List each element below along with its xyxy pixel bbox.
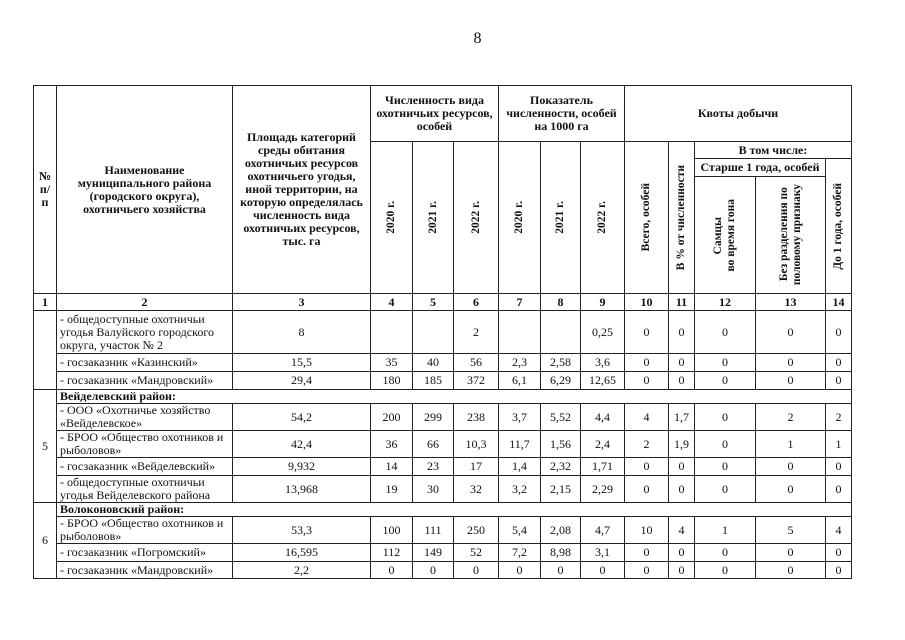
cell-pop-2021: 149 <box>413 544 454 562</box>
section-num: 5 <box>34 390 57 503</box>
cell-under1: 0 <box>826 372 852 390</box>
cell-quota-pct: 0 <box>669 562 695 579</box>
header-pop-2021: 2021 г. <box>413 142 454 294</box>
cell-quota-total: 0 <box>625 372 669 390</box>
header-pop-2022: 2022 г. <box>454 142 499 294</box>
cell-pop-2021: 66 <box>413 431 454 458</box>
header-males: Самцы во время гона <box>695 177 756 294</box>
header-den-2020: 2020 г. <box>499 142 541 294</box>
header-older: Старше 1 года, особей <box>695 159 826 177</box>
row-name: - общедоступные охотничьи угодья Вейделевского района <box>57 476 233 503</box>
cell-pop-2022: 250 <box>454 517 499 544</box>
row-name: - госзаказник «Казинский» <box>57 354 233 372</box>
column-number: 9 <box>581 294 625 311</box>
cell-pop-2021: 185 <box>413 372 454 390</box>
cell-den-2020: 3,7 <box>499 404 541 431</box>
table-row <box>34 372 852 390</box>
cell-quota-total: 10 <box>625 517 669 544</box>
cell-den-2022: 2,29 <box>581 476 625 503</box>
cell-den-2021: 2,58 <box>541 354 581 372</box>
cell-pop-2020: 19 <box>371 476 413 503</box>
cell-pop-2022: 0 <box>454 562 499 579</box>
table-row <box>34 458 852 476</box>
cell-pop-2021: 30 <box>413 476 454 503</box>
row-name: - БРОО «Общество охотников и рыболовов» <box>57 517 233 544</box>
cell-quota-pct: 0 <box>669 476 695 503</box>
section-title: Вейделевский район: <box>57 390 852 404</box>
cell-quota-total: 4 <box>625 404 669 431</box>
cell-pop-2022: 32 <box>454 476 499 503</box>
row-name: - госзаказник «Погромский» <box>57 544 233 562</box>
cell-no-sex: 5 <box>756 517 826 544</box>
column-number: 3 <box>233 294 371 311</box>
cell-under1: 2 <box>826 404 852 431</box>
cell-den-2020 <box>499 311 541 354</box>
cell-males: 0 <box>695 354 756 372</box>
section-title: Волоконовский район: <box>57 503 852 517</box>
column-number: 8 <box>541 294 581 311</box>
cell-males: 0 <box>695 476 756 503</box>
cell-quota-total: 2 <box>625 431 669 458</box>
column-number: 14 <box>826 294 852 311</box>
cell-den-2022: 12,65 <box>581 372 625 390</box>
cell-den-2022: 4,7 <box>581 517 625 544</box>
cell-no-sex: 0 <box>756 544 826 562</box>
cell-den-2022: 1,71 <box>581 458 625 476</box>
cell-under1: 1 <box>826 431 852 458</box>
header-including: В том числе: <box>695 142 852 159</box>
cell-pop-2022: 52 <box>454 544 499 562</box>
row-area: 42,4 <box>233 431 371 458</box>
cell-den-2021 <box>541 311 581 354</box>
cell-under1: 0 <box>826 458 852 476</box>
table-row <box>34 404 852 431</box>
cell-quota-total: 0 <box>625 458 669 476</box>
page-number: 8 <box>473 30 482 47</box>
table-row <box>34 562 852 579</box>
cell-quota-pct: 1,7 <box>669 404 695 431</box>
table-row <box>34 311 852 354</box>
header-name: Наименование муниципального района (городского округа), охотничьего хозяйства <box>57 86 233 294</box>
header-no-sex: Без разделения по половому признаку <box>756 177 826 294</box>
cell-pop-2020: 180 <box>371 372 413 390</box>
row-area: 16,595 <box>233 544 371 562</box>
cell-quota-pct: 0 <box>669 311 695 354</box>
cell-quota-pct: 0 <box>669 354 695 372</box>
cell-den-2020: 6,1 <box>499 372 541 390</box>
cell-den-2020: 5,4 <box>499 517 541 544</box>
cell-den-2021: 2,08 <box>541 517 581 544</box>
row-area: 8 <box>233 311 371 354</box>
cell-males: 0 <box>695 311 756 354</box>
cell-quota-pct: 0 <box>669 458 695 476</box>
row-name: - госзаказник «Вейделевский» <box>57 458 233 476</box>
cell-males: 0 <box>695 458 756 476</box>
cell-no-sex: 2 <box>756 404 826 431</box>
cell-den-2022: 0,25 <box>581 311 625 354</box>
cell-den-2022: 2,4 <box>581 431 625 458</box>
column-number: 10 <box>625 294 669 311</box>
cell-den-2021: 1,56 <box>541 431 581 458</box>
cell-males: 1 <box>695 517 756 544</box>
row-name: - общедоступные охотничьи угодья Валуйского городского округа, участок № 2 <box>57 311 233 354</box>
cell-no-sex: 0 <box>756 458 826 476</box>
cell-den-2021: 5,52 <box>541 404 581 431</box>
header-num: № п/п <box>34 86 57 294</box>
cell-males: 0 <box>695 404 756 431</box>
cell-pop-2022: 238 <box>454 404 499 431</box>
cell-pop-2022: 56 <box>454 354 499 372</box>
header-density-group: Показатель численности, особей на 1000 га <box>499 86 625 142</box>
column-number: 5 <box>413 294 454 311</box>
header-quota-pct: В % от численности <box>669 142 695 294</box>
section-header-row <box>34 503 852 517</box>
cell-quota-pct: 0 <box>669 544 695 562</box>
table-row <box>34 544 852 562</box>
cell-quota-pct: 4 <box>669 517 695 544</box>
cell-under1: 4 <box>826 517 852 544</box>
cell-quota-total: 0 <box>625 544 669 562</box>
quota-table <box>33 85 852 579</box>
cell-pop-2021 <box>413 311 454 354</box>
column-number: 7 <box>499 294 541 311</box>
cell-males: 0 <box>695 431 756 458</box>
cell-pop-2021: 0 <box>413 562 454 579</box>
cell-pop-2021: 111 <box>413 517 454 544</box>
cell-den-2022: 4,4 <box>581 404 625 431</box>
header-population-group: Численность вида охотничьих ресурсов, особей <box>371 86 499 142</box>
section-num: 6 <box>34 503 57 579</box>
cell-no-sex: 0 <box>756 476 826 503</box>
cell-pop-2020: 0 <box>371 562 413 579</box>
cell-under1: 0 <box>826 562 852 579</box>
cell-den-2020: 7,2 <box>499 544 541 562</box>
column-number: 13 <box>756 294 826 311</box>
cell-den-2021: 2,15 <box>541 476 581 503</box>
cell-pop-2022: 372 <box>454 372 499 390</box>
table-row <box>34 476 852 503</box>
cell-quota-total: 0 <box>625 562 669 579</box>
cell-den-2020: 3,2 <box>499 476 541 503</box>
cell-males: 0 <box>695 372 756 390</box>
column-number-row <box>34 294 852 311</box>
cell-under1: 0 <box>826 354 852 372</box>
row-area: 53,3 <box>233 517 371 544</box>
header-area: Площадь категорий среды обитания охотничьих ресурсов охотничьего угодья, иной территории, на которую определялась численность вида охотничьих ресурсов, тыс. га <box>233 86 371 294</box>
table-row <box>34 431 852 458</box>
cell-no-sex: 0 <box>756 311 826 354</box>
row-area: 2,2 <box>233 562 371 579</box>
cell-pop-2022: 2 <box>454 311 499 354</box>
header-under1: До 1 года, особей <box>826 159 852 294</box>
cell-pop-2020: 14 <box>371 458 413 476</box>
cell-no-sex: 0 <box>756 372 826 390</box>
row-name: - ООО «Охотничье хозяйство «Вейделевское» <box>57 404 233 431</box>
cell-pop-2020: 200 <box>371 404 413 431</box>
cell-den-2021: 6,29 <box>541 372 581 390</box>
cell-den-2022: 3,1 <box>581 544 625 562</box>
header-den-2022: 2022 г. <box>581 142 625 294</box>
cell-den-2022: 0 <box>581 562 625 579</box>
cell-pop-2022: 17 <box>454 458 499 476</box>
header-den-2021: 2021 г. <box>541 142 581 294</box>
cell-pop-2020: 100 <box>371 517 413 544</box>
row-area: 9,932 <box>233 458 371 476</box>
cell-den-2021: 8,98 <box>541 544 581 562</box>
cell-pop-2020: 112 <box>371 544 413 562</box>
cell-den-2020: 1,4 <box>499 458 541 476</box>
cell-quota-total: 0 <box>625 311 669 354</box>
cell-males: 0 <box>695 562 756 579</box>
column-number: 11 <box>669 294 695 311</box>
row-num <box>34 311 57 390</box>
cell-den-2022: 3,6 <box>581 354 625 372</box>
section-header-row <box>34 390 852 404</box>
header-quota-total: Всего, особей <box>625 142 669 294</box>
column-number: 1 <box>34 294 57 311</box>
column-number: 12 <box>695 294 756 311</box>
table-row <box>34 517 852 544</box>
row-area: 54,2 <box>233 404 371 431</box>
cell-pop-2020: 35 <box>371 354 413 372</box>
cell-quota-total: 0 <box>625 476 669 503</box>
row-area: 29,4 <box>233 372 371 390</box>
cell-den-2021: 2,32 <box>541 458 581 476</box>
cell-under1: 0 <box>826 311 852 354</box>
column-number: 6 <box>454 294 499 311</box>
cell-den-2020: 11,7 <box>499 431 541 458</box>
cell-males: 0 <box>695 544 756 562</box>
column-number: 4 <box>371 294 413 311</box>
header-quota-group: Квоты добычи <box>625 86 852 142</box>
table-row <box>34 354 852 372</box>
row-name: - госзаказник «Мандровский» <box>57 562 233 579</box>
row-area: 13,968 <box>233 476 371 503</box>
cell-under1: 0 <box>826 544 852 562</box>
cell-quota-total: 0 <box>625 354 669 372</box>
row-area: 15,5 <box>233 354 371 372</box>
cell-pop-2020 <box>371 311 413 354</box>
cell-den-2020: 2,3 <box>499 354 541 372</box>
header-pop-2020: 2020 г. <box>371 142 413 294</box>
cell-quota-pct: 0 <box>669 372 695 390</box>
cell-pop-2020: 36 <box>371 431 413 458</box>
row-name: - госзаказник «Мандровский» <box>57 372 233 390</box>
cell-pop-2022: 10,3 <box>454 431 499 458</box>
cell-den-2021: 0 <box>541 562 581 579</box>
cell-no-sex: 0 <box>756 354 826 372</box>
cell-pop-2021: 299 <box>413 404 454 431</box>
cell-under1: 0 <box>826 476 852 503</box>
cell-den-2020: 0 <box>499 562 541 579</box>
row-name: - БРОО «Общество охотников и рыболовов» <box>57 431 233 458</box>
cell-pop-2021: 23 <box>413 458 454 476</box>
cell-pop-2021: 40 <box>413 354 454 372</box>
column-number: 2 <box>57 294 233 311</box>
cell-quota-pct: 1,9 <box>669 431 695 458</box>
cell-no-sex: 1 <box>756 431 826 458</box>
cell-no-sex: 0 <box>756 562 826 579</box>
